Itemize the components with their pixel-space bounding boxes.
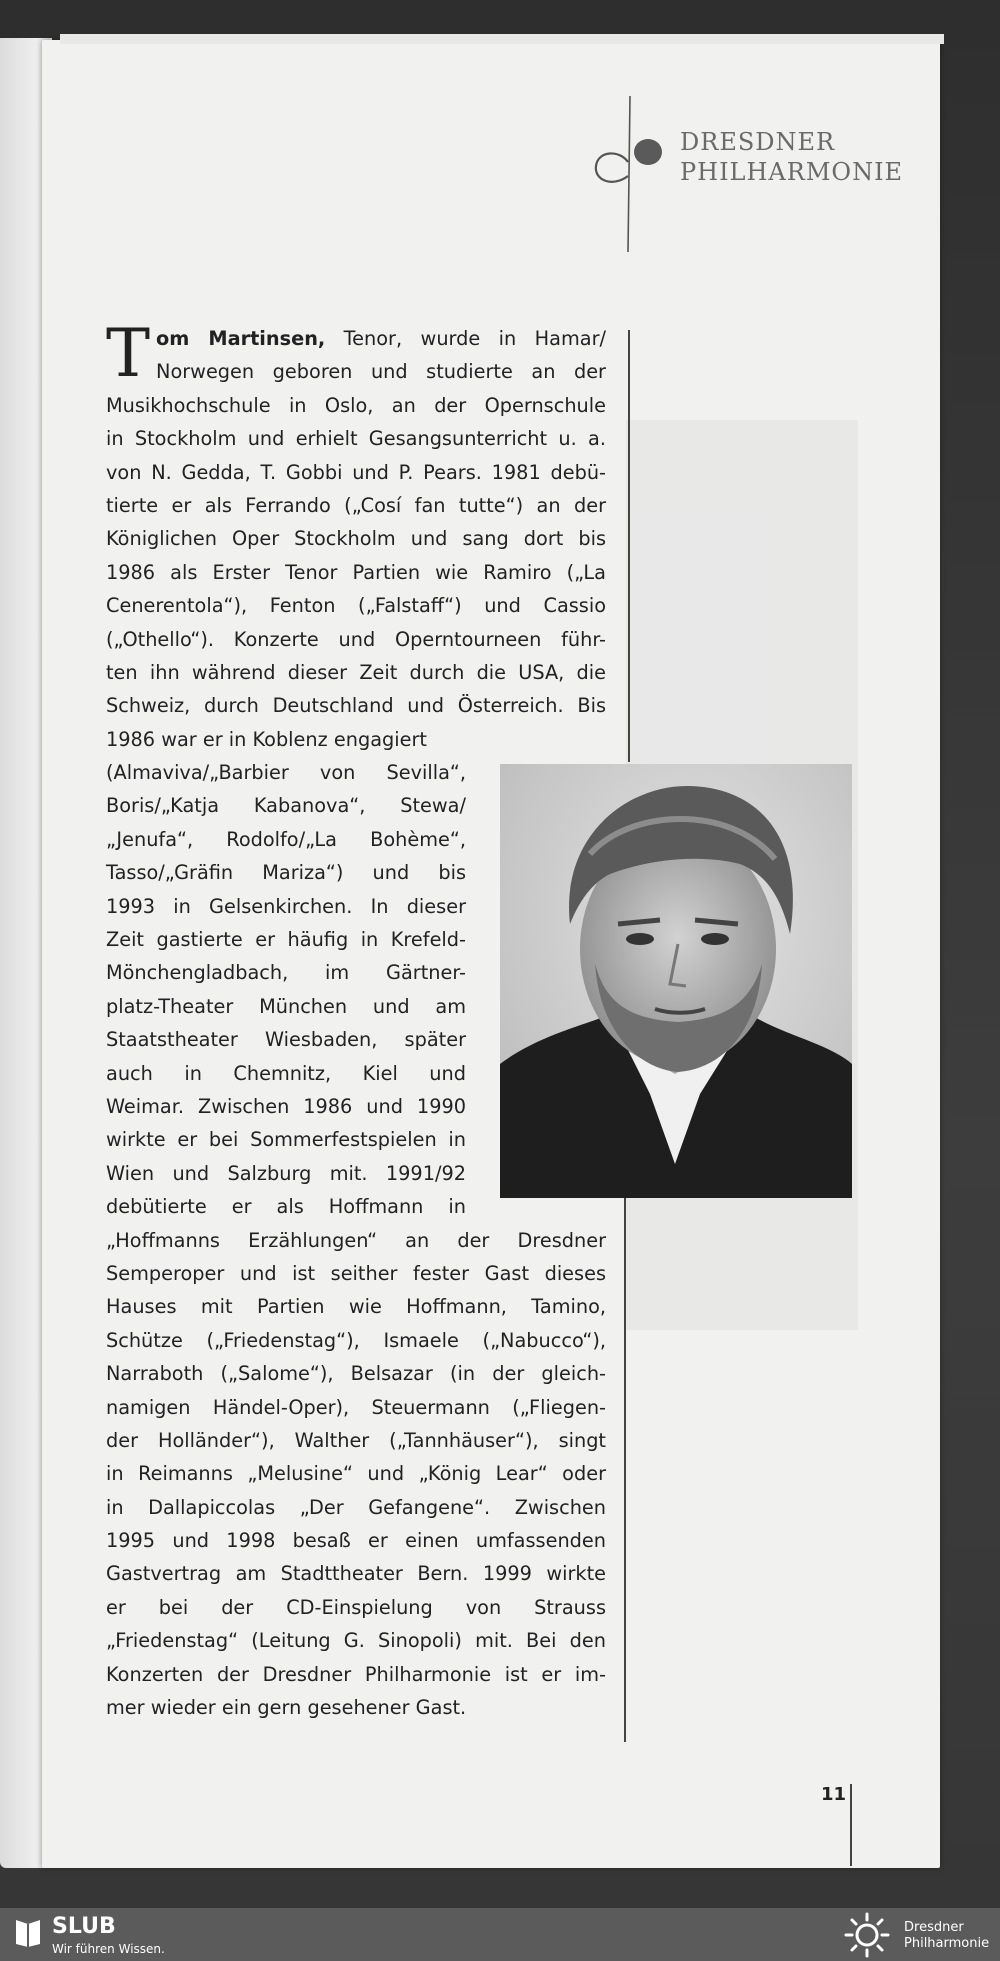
biography-text: [106, 315, 606, 1724]
text-line: Mönchengladbach, im Gärtner-: [106, 961, 466, 985]
text-line: auch in Chemnitz, Kiel und: [106, 1061, 466, 1085]
text-line: Königlichen Oper Stockholm und sang dort bis: [106, 527, 606, 551]
page-number: 11: [820, 1784, 846, 1805]
text-line: („Othello“). Konzerte und Operntourneen führ-: [106, 627, 606, 651]
text-line: namigen Händel-Oper), Steuermann („Fliegen-: [106, 1395, 606, 1419]
text-line: (Almaviva/„Barbier von Sevilla“,: [106, 761, 466, 785]
text-line: platz-Theater München und am: [106, 994, 466, 1018]
text-line: Schweiz, durch Deutschland und Österreich. Bis: [106, 694, 606, 718]
text-line: debütierte er als Hoffmann in: [106, 1195, 466, 1219]
text-line: in Stockholm und erhielt Gesangsunterricht u. a.: [106, 427, 606, 451]
text-line: „Hoffmanns Erzählungen“ an der Dresdner: [106, 1228, 606, 1252]
text-line: in Reimanns „Melusine“ und „König Lear“ oder: [106, 1462, 606, 1486]
text-line: 1986 war er in Koblenz engagiert: [106, 727, 427, 751]
page-number-rule: [850, 1784, 852, 1866]
text-line: Zeit gastierte er häufig in Krefeld-: [106, 928, 466, 952]
text-line: Tasso/„Gräfin Mariza“) und bis: [106, 861, 466, 885]
text-line: Musikhochschule in Oslo, an der Opernschule: [106, 393, 606, 417]
text-line: der Holländer“), Walther („Tannhäuser“), singt: [106, 1428, 606, 1452]
partner-name-line1: Dresdner: [904, 1920, 964, 1935]
text-line: Wien und Salzburg mit. 1991/92: [106, 1161, 466, 1185]
text-line: Weimar. Zwischen 1986 und 1990: [106, 1094, 466, 1118]
text-line: er bei der CD-Einspielung von Strauss: [106, 1595, 606, 1619]
slub-tagline: Wir führen Wissen.: [52, 1942, 165, 1956]
person-name: om Martinsen,: [156, 327, 326, 350]
text-line: wirkte er bei Sommerfestspielen in: [106, 1128, 466, 1152]
text-line: ten ihn während dieser Zeit durch die USA, die: [106, 660, 606, 684]
slub-name[interactable]: SLUB: [52, 1914, 116, 1939]
drop-cap: T: [106, 315, 151, 392]
page-top-edge: [60, 34, 944, 44]
text-line: Semperoper und ist seither fester Gast dieses: [106, 1261, 606, 1285]
logo-line1: DRESDNER: [680, 128, 836, 156]
logo-line2: PHILHARMONIE: [680, 158, 904, 186]
text-line: mer wieder ein gern gesehener Gast.: [106, 1696, 467, 1720]
book-icon[interactable]: [14, 1916, 42, 1948]
column-rule-bottom: [624, 1198, 626, 1742]
partner-name-line2: Philharmonie: [904, 1936, 990, 1951]
column-rule-top: [628, 330, 630, 762]
dp-monogram-icon: [588, 92, 678, 262]
sun-logo-icon[interactable]: [842, 1911, 892, 1959]
text-line: Hauses mit Partien wie Hoffmann, Tamino,: [106, 1295, 606, 1319]
text-line: in Dallapiccolas „Der Gefangene“. Zwischen: [106, 1495, 606, 1519]
text-line: Tom Martinsen, Tenor, wurde in Hamar/: [106, 315, 606, 392]
text-line: „Jenufa“, Rodolfo/„La Bohème“,: [106, 827, 466, 851]
text-line: Boris/„Katja Kabanova“, Stewa/: [106, 794, 466, 818]
footer-bar: [0, 1908, 1000, 1961]
text-line: 1995 und 1998 besaß er einen umfassenden: [106, 1529, 606, 1553]
text-line: Cenerentola“), Fenton („Falstaff“) und Cassio: [106, 594, 606, 618]
text-line: Schütze („Friedenstag“), Ismaele („Nabucco“),: [106, 1328, 606, 1352]
text-line: 1993 in Gelsenkirchen. In dieser: [106, 894, 466, 918]
text-line: „Friedenstag“ (Leitung G. Sinopoli) mit. Bei den: [106, 1629, 606, 1653]
dresdner-philharmonie-logo: [588, 92, 904, 262]
text-line: Gastvertrag am Stadttheater Bern. 1999 wirkte: [106, 1562, 606, 1586]
text-line: Narraboth („Salome“), Belsazar (in der gleich-: [106, 1362, 606, 1386]
text-line: 1986 als Erster Tenor Partien wie Ramiro („La: [106, 560, 606, 584]
text-line: Konzerten der Dresdner Philharmonie ist er im-: [106, 1662, 606, 1686]
text-line: Norwegen geboren und studierte an der: [156, 360, 606, 384]
text-line: von N. Gedda, T. Gobbi und P. Pears. 1981 debü-: [106, 460, 606, 484]
text-line: tierte er als Ferrando („Cosí fan tutte“) an der: [106, 493, 606, 517]
text-line: Staatstheater Wiesbaden, später: [106, 1028, 466, 1052]
